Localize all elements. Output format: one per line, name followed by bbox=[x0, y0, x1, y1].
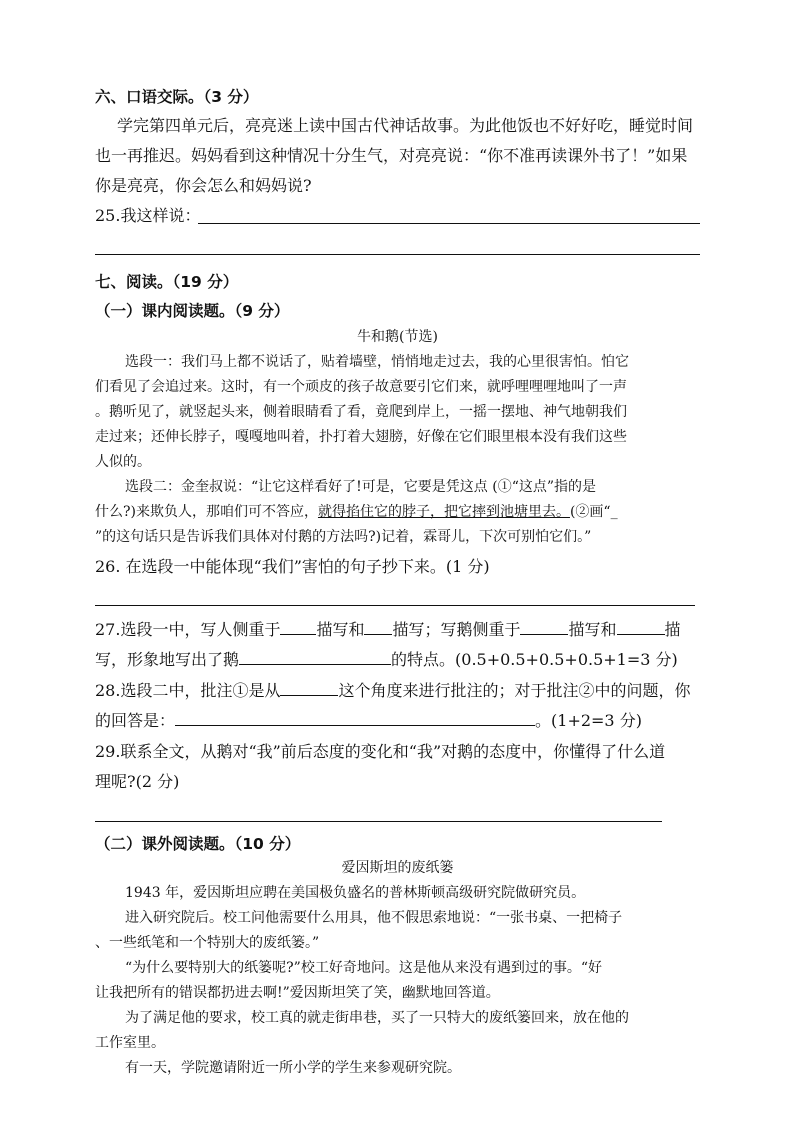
q28-blank-1[interactable] bbox=[280, 677, 338, 696]
q27-text-b: 描写和 bbox=[316, 620, 365, 639]
question-28-line-1 bbox=[95, 676, 690, 706]
q27-blank-5[interactable] bbox=[239, 646, 391, 665]
excerpt-2-line-2 bbox=[95, 500, 618, 525]
q28-text-d: 。(1+2=3 分) bbox=[535, 711, 642, 730]
question-27-line-2 bbox=[95, 645, 678, 675]
passage-2-line-7: 工作室里。 bbox=[95, 1035, 165, 1051]
question-29-line-1: 29.联系全文，从鹅对“我”前后态度的变化和“我”对鹅的态度中，你懂得了什么道 bbox=[95, 742, 666, 761]
q28-text-c: 的回答是： bbox=[95, 711, 176, 730]
q27-blank-1[interactable] bbox=[280, 616, 316, 635]
passage-1-title: 牛和鹅(节选) bbox=[357, 329, 438, 345]
question-25: 25.我这样说： bbox=[95, 206, 201, 225]
q29-answer-line[interactable] bbox=[95, 821, 662, 822]
passage-2-line-5: 让我把所有的错误都扔进去啊!”爱因斯坦笑了笑，幽默地回答道。 bbox=[95, 985, 500, 1001]
excerpt-1-line-5: 人似的。 bbox=[95, 454, 151, 470]
q27-text-g: 的特点。(0.5+0.5+0.5+0.5+1=3 分) bbox=[391, 650, 678, 669]
q28-text-a: 28.选段二中，批注①是从 bbox=[95, 681, 281, 700]
q27-text-f: 写，形象地写出了鹅 bbox=[95, 650, 240, 669]
q25-answer-line[interactable] bbox=[198, 223, 700, 224]
section-6-paragraph-line-3: 你是亮亮，你会怎么和妈妈说? bbox=[95, 176, 312, 195]
q26-answer-line[interactable] bbox=[95, 605, 695, 606]
question-27-line-1 bbox=[95, 615, 681, 645]
q27-blank-2[interactable] bbox=[364, 616, 392, 635]
q27-text-a: 27.选段一中，写人侧重于 bbox=[95, 620, 281, 639]
q27-text-c: 描写；写鹅侧重于 bbox=[392, 620, 521, 639]
question-28-line-2 bbox=[95, 706, 642, 736]
q27-text-d: 描写和 bbox=[568, 620, 617, 639]
underlined-sentence: 就得掐住它的脖子，把它摔到池塘里去。 bbox=[317, 504, 570, 520]
section-7-heading: 七、阅读。（19 分） bbox=[95, 273, 239, 291]
q27-blank-3[interactable] bbox=[520, 616, 568, 635]
section-6-heading: 六、口语交际。（3 分） bbox=[95, 88, 259, 106]
passage-2-line-3: 、一些纸笔和一个特别大的废纸篓。” bbox=[95, 935, 320, 951]
passage-2-title: 爱因斯坦的废纸篓 bbox=[341, 860, 454, 876]
excerpt-1-line-3: 。鹅听见了，就竖起头来，侧着眼睛看了看，竟爬到岸上，一摇一摆地、神气地朝我们 bbox=[95, 404, 627, 420]
q27-blank-4[interactable] bbox=[617, 616, 665, 635]
annotation-2-start: (②画“_ bbox=[569, 504, 618, 520]
part-1-heading: （一）课内阅读题。（9 分） bbox=[95, 302, 290, 320]
question-29-line-2: 理呢?(2 分) bbox=[95, 772, 180, 791]
q25-answer-line-2[interactable] bbox=[95, 254, 700, 255]
q28-blank-2[interactable] bbox=[175, 707, 535, 726]
excerpt-2-line-1: 选段二：金奎叔说：“让它这样看好了!可是，它要是凭这点 (①“这点”指的是 bbox=[125, 479, 597, 495]
section-6-paragraph-line-1: 学完第四单元后，亮亮迷上读中国古代神话故事。为此他饭也不好好吃，睡觉时间 bbox=[117, 116, 694, 135]
question-26: 26. 在选段一中能体现“我们”害怕的句子抄下来。(1 分) bbox=[95, 557, 490, 576]
excerpt-2-line-2-start: 什么?)来欺负人，那咱们可不答应， bbox=[95, 504, 318, 520]
excerpt-1-line-4: 走过来；还伸长脖子，嘎嘎地叫着，扑打着大翅膀，好像在它们眼里根本没有我们这些 bbox=[95, 429, 627, 445]
excerpt-1-line-2: 们看见了会追过来。这时，有一个顽皮的孩子故意要引它们来，就呼哩哩哩地叫了一声 bbox=[95, 379, 627, 395]
passage-2-line-2: 进入研究院后。校工问他需要什么用具，他不假思索地说：“一张书桌、一把椅子 bbox=[125, 910, 623, 926]
section-6-paragraph-line-2: 也一再推迟。妈妈看到这种情况十分生气，对亮亮说：“你不准再读课外书了！”如果 bbox=[95, 146, 688, 165]
part-2-heading: （二）课外阅读题。（10 分） bbox=[95, 835, 301, 853]
passage-2-line-1: 1943 年，爱因斯坦应聘在美国极负盛名的普林斯顿高级研究院做研究员。 bbox=[125, 885, 586, 901]
q27-text-e: 描 bbox=[664, 620, 681, 639]
passage-2-line-6: 为了满足他的要求，校工真的就走街串巷，买了一只特大的废纸篓回来，放在他的 bbox=[125, 1010, 629, 1026]
passage-2-line-8: 有一天，学院邀请附近一所小学的学生来参观研究院。 bbox=[125, 1060, 461, 1076]
q28-text-b: 这个角度来进行批注的；对于批注②中的问题，你 bbox=[338, 681, 691, 700]
excerpt-1-line-1: 选段一：我们马上都不说话了，贴着墙壁，悄悄地走过去，我的心里很害怕。怕它 bbox=[125, 354, 629, 370]
passage-2-line-4: “为什么要特别大的纸篓呢?”校工好奇地问。这是他从来没有遇到过的事。“好 bbox=[125, 960, 602, 976]
excerpt-2-line-3: ”的这句话只是告诉我们具体对付鹅的方法吗?)记着，霖哥儿，下次可别怕它们。” bbox=[95, 529, 592, 545]
